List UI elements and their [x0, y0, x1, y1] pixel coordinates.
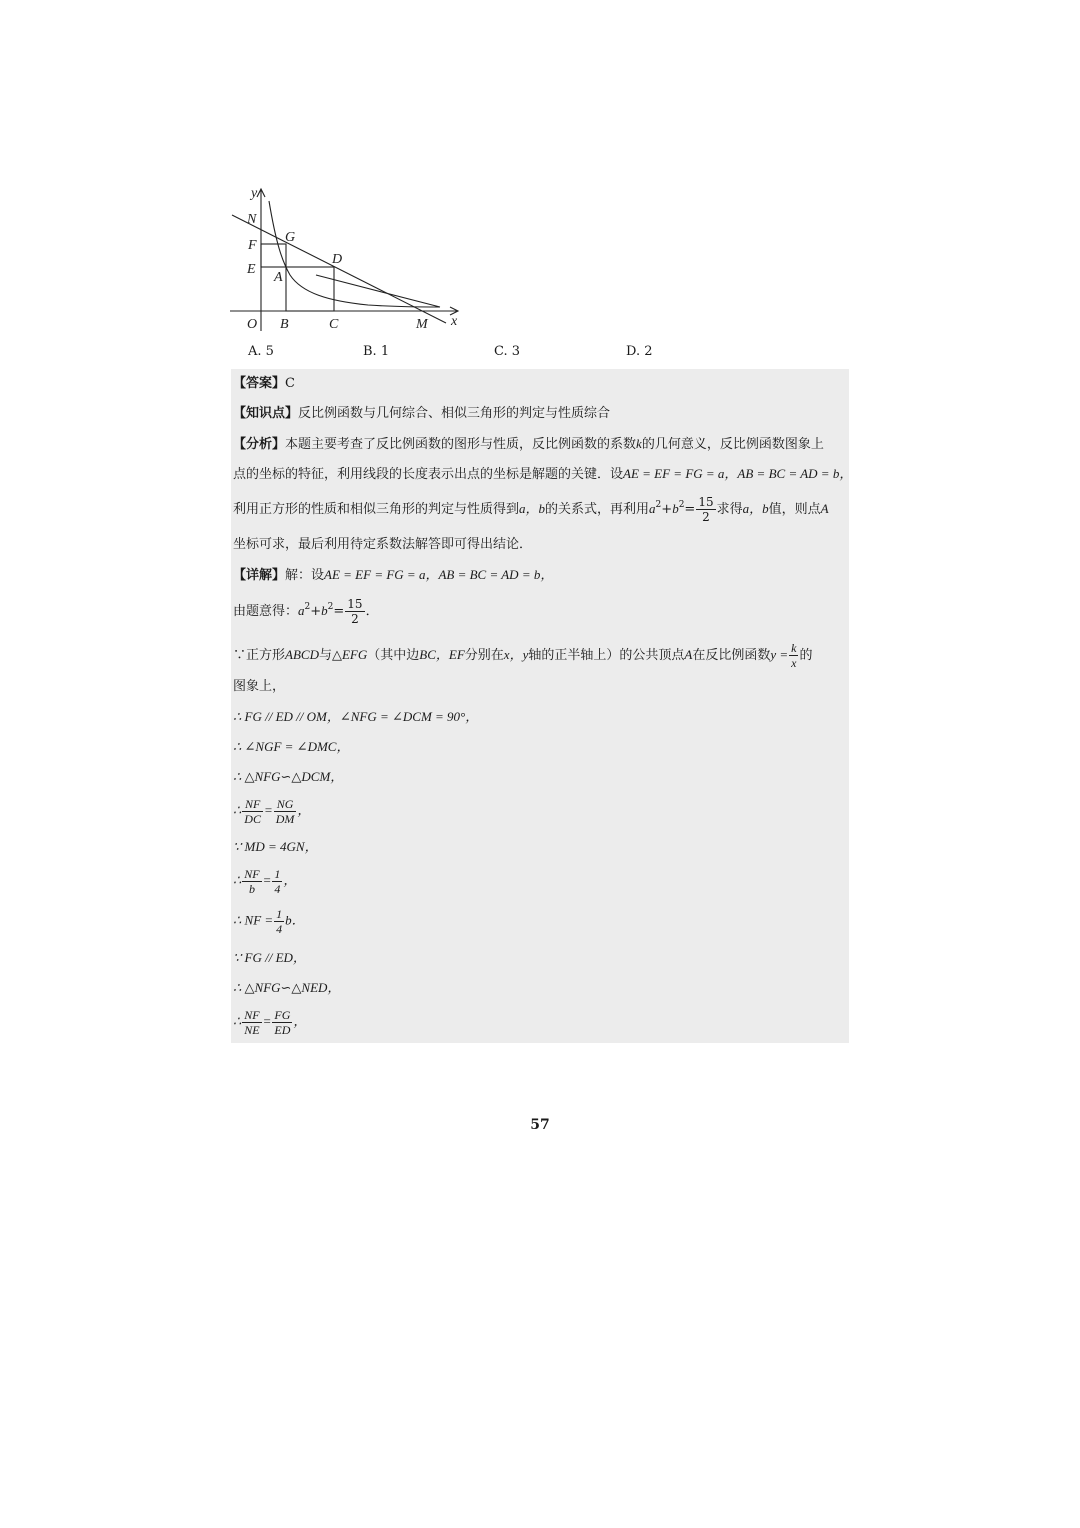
label-f: F — [248, 238, 257, 253]
solution-block — [231, 369, 853, 1043]
label-c: C — [329, 317, 339, 332]
fraction-k-x: $\frac{k}{x}$ — [791, 641, 797, 670]
label-n: N — [247, 212, 257, 227]
fraction-ng-dm: $\frac{NG}{DM}$ — [275, 797, 295, 826]
hyperbola-curve — [269, 201, 440, 307]
label-b: B — [280, 317, 289, 332]
page-number: 57 — [530, 1117, 550, 1133]
detail-line-1: 【详解】解：设AE = EF = FG = a，AB = BC = AD = b， — [233, 567, 554, 583]
detail-line-2: 由题意得：$a^2+b^2=$ $\frac{15}{2}$ ． — [233, 597, 379, 626]
geometry-figure — [228, 183, 468, 333]
detail-line-5: ∴ FG // ED // OM，∠NFG = ∠DCM = 90°， — [233, 709, 479, 724]
fraction-fg-ed: $\frac{FG}{ED}$ — [274, 1008, 291, 1037]
detail-line-7: ∴ △NFG∽△DCM， — [233, 769, 344, 784]
label-y: y — [251, 186, 258, 201]
detail-line-11: ∴ NF = $\frac{1}{4}$ b． — [233, 907, 305, 936]
label-x: x — [451, 314, 458, 329]
fraction-nf-b: $\frac{NF}{b}$ — [244, 867, 260, 896]
fraction-15-2: $\frac{15}{2}$ — [698, 495, 714, 524]
label-m: M — [416, 317, 428, 332]
answer-line: 【答案】C — [233, 376, 295, 391]
label-a: A — [274, 270, 283, 285]
detail-line-12: ∵ FG // ED， — [233, 950, 306, 965]
fraction-1-4-b: $\frac{1}{4}$ — [276, 907, 283, 936]
analysis-line-2: 点的坐标的特征，利用线段的长度表示出点的坐标是解题的关键．设AE = EF = FG = a，AB = BC = AD = b， — [233, 466, 853, 482]
detail-line-6: ∴ ∠NGF = ∠DMC， — [233, 739, 350, 754]
choice-b: B. 1 — [363, 344, 390, 359]
label-e: E — [247, 262, 256, 277]
detail-line-14: ∴ $\frac{NF}{NE}$ = $\frac{FG}{ED}$ ， — [233, 1008, 307, 1037]
choice-a: A. 5 — [248, 344, 274, 359]
line-lower — [316, 275, 440, 307]
detail-line-10: ∴ $\frac{NF}{b}$ = $\frac{1}{4}$ ， — [233, 867, 297, 896]
square-abcd — [286, 267, 334, 311]
fraction-nf-dc: $\frac{NF}{DC}$ — [244, 797, 261, 826]
detail-line-3: ∵正方形ABCD与△EFG（其中边BC，EF分别在x，y轴的正半轴上）的公共顶点A在反比例函数y = $\frac{k}{x}$ 的 — [233, 641, 813, 670]
label-o: O — [247, 317, 258, 332]
choice-c: C. 3 — [494, 344, 521, 359]
fraction-1-4: $\frac{1}{4}$ — [274, 867, 281, 896]
choice-d: D. 2 — [626, 344, 653, 359]
analysis-line-1: 【分析】本题主要考查了反比例函数的图形与性质，反比例函数的系数k的几何意义，反比例函数图象上 — [233, 436, 824, 452]
analysis-line-3: 利用正方形的性质和相似三角形的判定与性质得到a，b的关系式，再利用$a^2+b^2=$ $\frac{15}{2}$ 求得a，b值，则点A — [233, 495, 829, 524]
detail-line-4: 图象上， — [233, 679, 286, 694]
label-g: G — [285, 230, 296, 245]
knowledge-line: 【知识点】反比例函数与几何综合、相似三角形的判定与性质综合 — [233, 406, 611, 421]
fraction-15-2-detail: $\frac{15}{2}$ — [347, 597, 363, 626]
fraction-nf-ne: $\frac{NF}{NE}$ — [244, 1008, 260, 1037]
analysis-line-4: 坐标可求，最后利用待定系数法解答即可得出结论． — [233, 537, 533, 552]
detail-line-8: ∴ $\frac{NF}{DC}$ = $\frac{NG}{DM}$ ， — [233, 797, 311, 826]
detail-line-9: ∵ MD = 4GN， — [233, 839, 318, 854]
detail-line-13: ∴ △NFG∽△NED， — [233, 980, 341, 995]
square-aefg — [261, 244, 286, 267]
figure-svg — [228, 183, 468, 333]
label-d: D — [332, 252, 343, 267]
